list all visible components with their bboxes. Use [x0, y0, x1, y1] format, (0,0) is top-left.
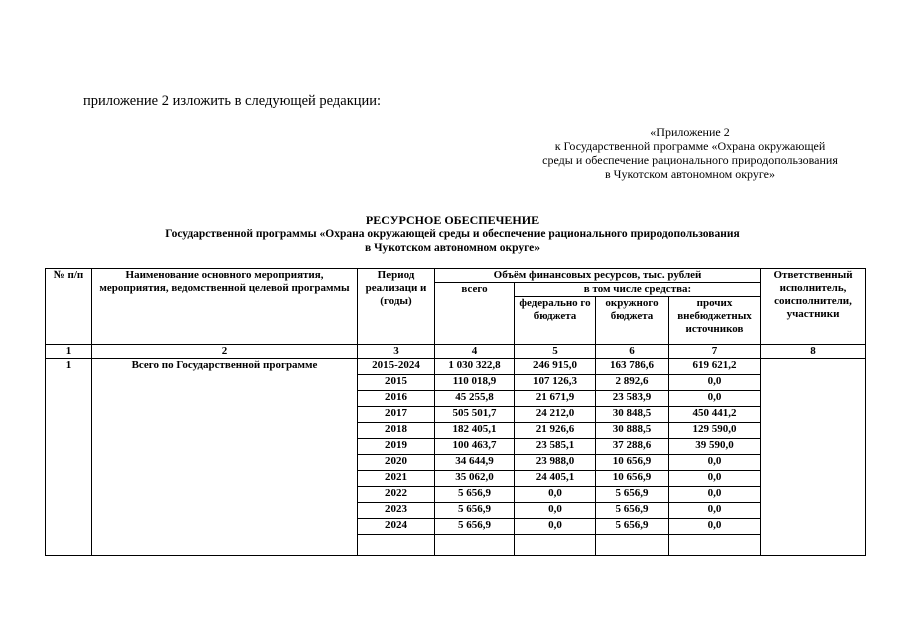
cell-other: 450 441,2 [669, 407, 761, 423]
appendix-line-2: к Государственной программе «Охрана окружающей [554, 139, 826, 153]
cell-total: 5 656,9 [435, 519, 515, 535]
cell-district: 30 888,5 [596, 423, 669, 439]
appendix-line-4: в Чукотском автономном округе» [605, 167, 775, 181]
cell-district: 30 848,5 [596, 407, 669, 423]
cell-federal: 246 915,0 [515, 359, 596, 375]
cell-other: 0,0 [669, 391, 761, 407]
cell-period: 2018 [358, 423, 435, 439]
cell-total: 182 405,1 [435, 423, 515, 439]
cell-federal: 24 212,0 [515, 407, 596, 423]
cell-other: 0,0 [669, 487, 761, 503]
header-num: № п/п [46, 269, 92, 345]
empty-cell [358, 535, 435, 556]
header-including: в том числе средства: [515, 283, 761, 297]
cell-federal: 0,0 [515, 487, 596, 503]
cell-district: 2 892,6 [596, 375, 669, 391]
cell-total: 1 030 322,8 [435, 359, 515, 375]
cell-other: 0,0 [669, 471, 761, 487]
cell-period: 2023 [358, 503, 435, 519]
cell-period: 2024 [358, 519, 435, 535]
cell-district: 37 288,6 [596, 439, 669, 455]
cell-district: 5 656,9 [596, 519, 669, 535]
cell-total: 110 018,9 [435, 375, 515, 391]
table-body [46, 359, 866, 556]
cell-total: 45 255,8 [435, 391, 515, 407]
cell-total: 505 501,7 [435, 407, 515, 423]
document-heading [45, 213, 860, 255]
appendix-line-1: «Приложение 2 [650, 125, 730, 139]
cell-other: 129 590,0 [669, 423, 761, 439]
cell-other: 619 621,2 [669, 359, 761, 375]
heading-subtitle-1: Государственной программы «Охрана окружающей среды и обеспечение рационального природопользования [165, 228, 740, 240]
appendix-reference [520, 125, 860, 181]
cell-federal: 107 126,3 [515, 375, 596, 391]
resource-table [45, 268, 866, 556]
cell-district: 10 656,9 [596, 471, 669, 487]
cell-period: 2015 [358, 375, 435, 391]
row-name: Всего по Государственной программе [92, 359, 358, 556]
cell-federal: 21 671,9 [515, 391, 596, 407]
row-number: 1 [46, 359, 92, 556]
appendix-line-3: среды и обеспечение рационального природопользования [542, 153, 838, 167]
cell-federal: 23 988,0 [515, 455, 596, 471]
cell-federal: 0,0 [515, 519, 596, 535]
intro-text: приложение 2 изложить в следующей редакции: [83, 93, 382, 109]
cell-period: 2020 [358, 455, 435, 471]
col-number: 3 [358, 345, 435, 359]
cell-total: 5 656,9 [435, 487, 515, 503]
cell-district: 23 583,9 [596, 391, 669, 407]
header-other: прочих внебюджетных источников [669, 297, 761, 345]
header-name: Наименование основного мероприятия, мероприятия, ведомственной целевой программы [92, 269, 358, 345]
cell-period: 2019 [358, 439, 435, 455]
cell-district: 5 656,9 [596, 487, 669, 503]
header-total: всего [435, 283, 515, 345]
cell-total: 35 062,0 [435, 471, 515, 487]
col-number: 1 [46, 345, 92, 359]
cell-federal: 0,0 [515, 503, 596, 519]
cell-district: 5 656,9 [596, 503, 669, 519]
col-number: 6 [596, 345, 669, 359]
cell-federal: 21 926,6 [515, 423, 596, 439]
cell-period: 2017 [358, 407, 435, 423]
cell-total: 34 644,9 [435, 455, 515, 471]
col-number: 7 [669, 345, 761, 359]
cell-federal: 23 585,1 [515, 439, 596, 455]
empty-cell [435, 535, 515, 556]
empty-cell [669, 535, 761, 556]
cell-district: 10 656,9 [596, 455, 669, 471]
header-responsible: Ответственный исполнитель, соисполнители, участники [761, 269, 866, 345]
col-number: 8 [761, 345, 866, 359]
empty-cell [596, 535, 669, 556]
col-number: 4 [435, 345, 515, 359]
cell-responsible [761, 359, 866, 556]
header-volume: Объём финансовых ресурсов, тыс. рублей [435, 269, 761, 283]
cell-federal: 24 405,1 [515, 471, 596, 487]
cell-total: 5 656,9 [435, 503, 515, 519]
cell-district: 163 786,6 [596, 359, 669, 375]
header-federal: федерально го бюджета [515, 297, 596, 345]
cell-other: 39 590,0 [669, 439, 761, 455]
header-district: окружного бюджета [596, 297, 669, 345]
cell-period: 2015-2024 [358, 359, 435, 375]
table-row [46, 359, 866, 375]
cell-other: 0,0 [669, 503, 761, 519]
col-number: 5 [515, 345, 596, 359]
header-period: Период реализаци и (годы) [358, 269, 435, 345]
col-number: 2 [92, 345, 358, 359]
cell-total: 100 463,7 [435, 439, 515, 455]
cell-period: 2016 [358, 391, 435, 407]
cell-other: 0,0 [669, 519, 761, 535]
empty-cell [515, 535, 596, 556]
cell-other: 0,0 [669, 455, 761, 471]
cell-other: 0,0 [669, 375, 761, 391]
cell-period: 2021 [358, 471, 435, 487]
heading-subtitle-2: в Чукотском автономном округе» [364, 242, 541, 254]
cell-period: 2022 [358, 487, 435, 503]
heading-title: РЕСУРСНОЕ ОБЕСПЕЧЕНИЕ [365, 213, 540, 227]
